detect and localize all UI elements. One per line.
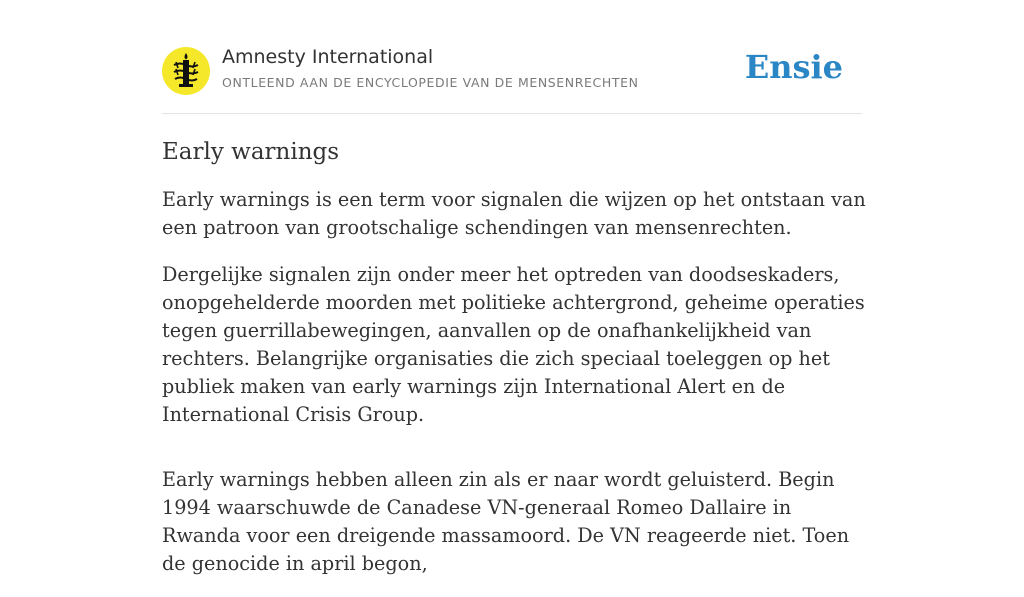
article: [162, 136, 867, 597]
article-paragraph-3: Early warnings hebben alleen zin als er naar wordt geluisterd. Begin 1994 waarschuwde de Canadese VN-generaal Romeo Dallaire in Rwanda voor een dreigende massamoord. De VN reageerde niet. Toen de genocide in april begon,: [162, 468, 850, 575]
article-paragraph-2: Dergelijke signalen zijn onder meer het optreden van doodseskaders, onopgehelderde moorden met politieke achtergrond, geheime operaties tegen guerrillabewegingen, aanvallen op de onafhankelijkheid van rechters. Belangrijke organisaties die zich speciaal toeleggen op het publiek maken van early warnings zijn International Alert en de International Crisis Group.: [162, 263, 865, 426]
source-subtitle: ONTLEEND AAN DE ENCYCLOPEDIE VAN DE MENSENRECHTEN: [222, 75, 639, 90]
amnesty-candle-logo-icon: [162, 47, 210, 95]
article-paragraph-1: Early warnings is een term voor signalen die wijzen op het ontstaan van een patroon van grootschalige schendingen van mensenrechten.: [162, 188, 866, 239]
header: [162, 46, 862, 96]
header-divider: [162, 113, 862, 114]
article-title: Early warnings: [162, 139, 340, 165]
ensie-brand-link[interactable]: Ensie: [744, 48, 843, 86]
org-name: Amnesty International: [222, 46, 434, 68]
